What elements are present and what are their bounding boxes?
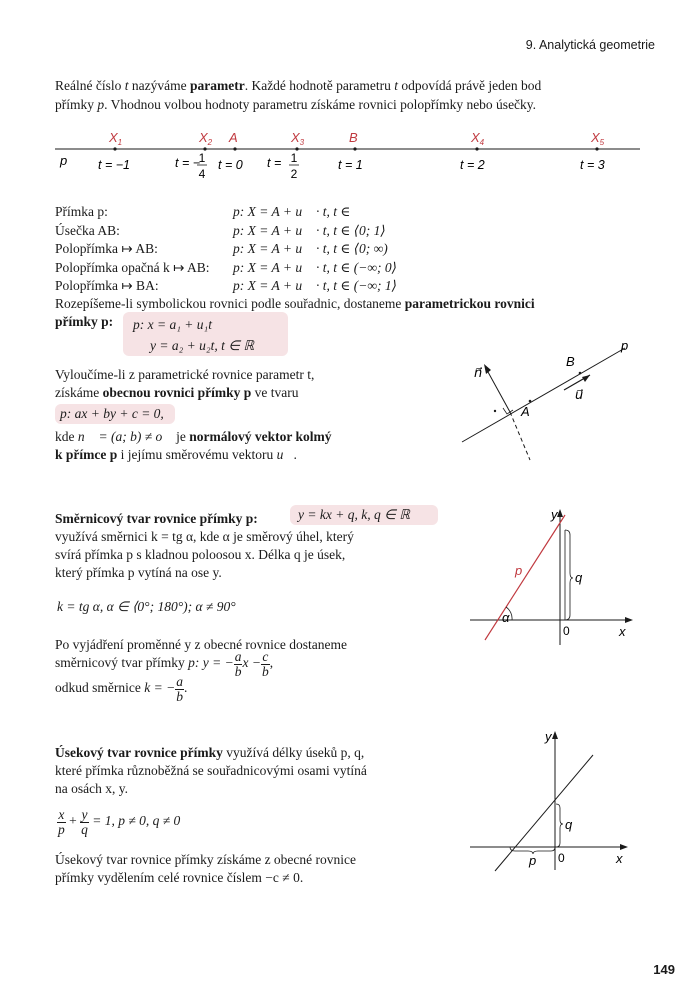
direction-vector-label: u⃗ [575,387,584,402]
point-subscript: 4 [479,138,485,147]
intercept-line-3: na osách x, y. [55,781,128,796]
number-line-t-value: t = [267,156,282,170]
slope-line-5: směrnicový tvar přímky p: y = − $\frac{a}{b}$ x − $\frac{c}{b}$ , [55,649,274,679]
slope-line-1: využívá směrnici k = tg α, kde α je směrový úhel, který [55,529,354,544]
parametric-eq-2: y = a₂ + u₂t, t ∈ ℝ [150,338,255,353]
normal-vector-diagram [440,330,650,470]
intercept-equation: $\frac{x}{p}$ + $\frac{y}{q}$ = 1, p ≠ 0, q ≠ 0 [58,807,181,837]
normal-vector-label: n⃗ [474,365,483,380]
y-axis-label: y [545,729,552,744]
definition-equation: p: X = A + u⃗ · t, t ∈ ⟨0; 1⟩ [233,222,386,238]
definition-label: Přímka p: [55,204,108,219]
parametric-eq-1: p: x = a₁ + u₁t [133,317,212,332]
slope-form-diagram [465,505,645,645]
number-line-point [475,147,478,150]
page-number: 149 [653,962,675,977]
definition-equation: p: X = A + u⃗ · t, t ∈ ℝ [233,204,365,219]
number-line-t-value: t = 0 [218,158,243,172]
intro-line-2: přímky p. Vhodnou volbou hodnoty parametru získáme rovnici polopřímky nebo úsečky. [55,97,537,112]
general-equation: p: ax + by + c = 0, [60,406,164,421]
number-line-label: p [60,153,68,168]
slope-title: Směrnicový tvar rovnice přímky p: [55,511,258,526]
number-line-point-label: A [229,130,238,145]
origin-label: 0 [558,851,565,865]
y-axis-label: y [551,507,558,522]
parametric-line-2: přímky p: [55,314,114,329]
fraction-denominator: 4 [198,167,206,181]
slope-line-3: který přímka p vytíná na ose y. [55,565,222,580]
general-line-2: získáme obecnou rovnici přímky p ve tvaru [55,385,299,400]
number-line-point-label: $X_2$ [199,130,213,147]
number-line-point-label: $X_5$ [591,130,605,147]
definition-equation: p: X = A + u⃗ · t, t ∈ (−∞; 0⟩ [233,259,397,275]
definition-label: Polopřímka ↦ AB: [55,241,158,256]
number-line-point-label: $X_1$ [109,130,123,147]
slope-line-4: Po vyjádření proměnné y z obecné rovnice dostaneme [55,637,348,652]
slope-line-2: svírá přímka p s kladnou poloosou x. Délka q je úsek, [55,547,346,562]
number-line-diagram [0,125,693,190]
fraction-numerator: 1 [290,151,298,165]
intercept-line-4: Úsekový tvar rovnice přímky získáme z obecné rovnice [55,852,357,867]
q-intercept-label: q [565,817,573,832]
definition-equation: p: X = A + u⃗ · t, t ∈ (−∞; 1⟩ [233,278,397,293]
number-line-point-label: $X_3$ [291,130,305,147]
definition-label: Polopřímka ↦ BA: [55,278,159,293]
slope-k-equation: k = tg α, α ∈ ⟨0°; 180°); α ≠ 90° [57,599,236,614]
number-line-t-value: t = 2 [460,158,485,172]
chapter-title: 9. Analytická geometrie [525,38,655,52]
slope-equation: y = kx + q, k, q ∈ ℝ [298,507,410,522]
fraction-denominator: 2 [290,167,298,181]
line-p-label: p [621,338,629,353]
number-line-point [233,147,236,150]
point-subscript: 3 [299,138,305,147]
intercept-line-1: Úsekový tvar rovnice přímky využívá délky úseků p, q, [55,745,365,760]
alpha-label: α [502,610,510,625]
number-line-point [353,147,356,150]
number-line-point [595,147,598,150]
intercept-line-5: přímky vydělením celé rovnice číslem −c ≠ 0. [55,870,304,885]
point-b-label: B [566,354,575,369]
fraction-numerator: 1 [198,151,206,165]
x-axis-label: x [619,624,626,639]
number-line-point-label: B [349,130,358,145]
number-line-t-value: t = − [175,156,201,170]
origin-label: 0 [563,624,570,638]
point-a-label: A [521,404,530,419]
definition-label: Polopřímka opačná k ↦ AB: [55,259,210,275]
general-line-1: Vyloučíme-li z parametrické rovnice parametr t, [55,367,315,382]
definition-equation: p: X = A + u⃗ · t, t ∈ ⟨0; ∞) [233,241,388,256]
point-subscript: 1 [117,138,123,147]
number-line-t-value: t = −1 [98,158,130,172]
parametric-line-1: Rozepíšeme-li symbolickou rovnici podle souřadnic, dostaneme parametrickou rovnici [55,296,535,311]
line-p-label: p [515,563,523,578]
p-intercept-label: p [529,853,537,868]
intro-line-1: Reálné číslo t nazýváme parametr. Každé hodnotě parametru t odpovídá právě jeden bod [55,78,542,93]
general-line-4: k přímce p i jejímu směrovému vektoru u⃗. [55,447,298,462]
number-line-point [113,147,116,150]
q-label: q [575,570,583,585]
point-subscript: 2 [207,138,213,147]
definition-label: Úsečka AB: [55,222,120,238]
x-axis-label: x [616,851,623,866]
number-line-t-value: t = 3 [580,158,605,172]
number-line-t-value: t = 1 [338,158,363,172]
intercept-form-diagram [465,725,645,875]
general-line-3: kde n⃗ = (a; b) ≠ o⃗ je normálový vektor kolmý [55,429,332,444]
intercept-line-2: které přímka různoběžná se souřadnicovými osami vytíná [55,763,367,778]
point-subscript: 5 [599,138,605,147]
number-line-point-label: $X_4$ [471,130,485,147]
slope-line-6: odkud směrnice k = − $\frac{a}{b}$ . [55,674,188,704]
